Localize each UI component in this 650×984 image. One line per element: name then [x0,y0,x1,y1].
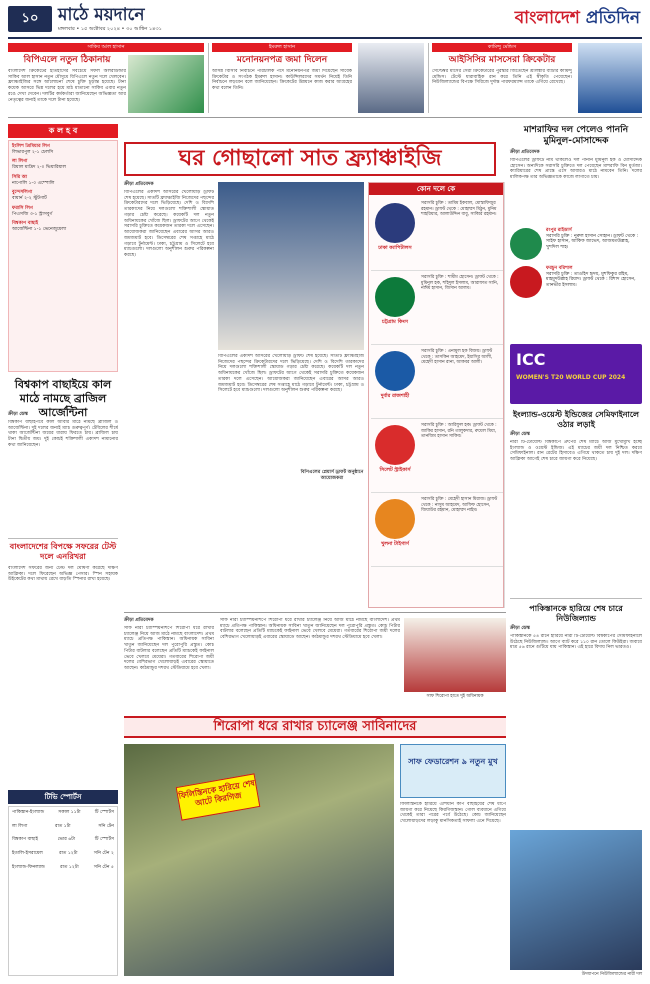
story-byline: ক্রীড়া ডেস্ক [510,432,530,437]
feature-headline: ঘর গোছালো সাত ফ্র্যাঞ্চাইজি [124,142,496,176]
match-photo [124,744,394,976]
top-story-2 [212,43,424,113]
story-title: আইসিসির মাসসেরা ক্রিকেটার [448,55,556,65]
program-name: বিশ্বকাপ বাছাই [12,837,39,843]
top-story-1 [8,43,204,113]
logo-part-a: বাংলাদেশ [514,8,580,28]
team-name: সিলেট স্ট্রাইকার্স [379,467,411,473]
column-divider [428,43,429,113]
player-photo [578,43,642,113]
story-headline: বিশ্বকাপ বাছাইয়ে কাল মাঠে নামছে ব্রাজিল আর্জেন্টিনা [14,378,112,419]
story-byline: ক্রীড়া ডেস্ক [8,412,28,417]
team-logo [375,351,415,391]
feature-byline: ক্রীড়া প্রতিবেদক [124,182,154,187]
team-info: সরাসরি চুক্তি : তামিম ইকবাল, মোস্তাফিজুর রহমান। ড্রাফট থেকে : মোহাম্মদ মিঠুন, মুনিম শাহরিয়ার, আলাউদ্দিন বাবু, সাব্বির রহমান। [421,201,497,217]
panel-head: কোন দলে কে [369,183,503,195]
team-info: সরাসরি চুক্তি : মেহেদী হাসান মিরাজ। ড্রাফট থেকে : নাসুম আহমেদ, আফিফ হোসেন, জিয়াউর রহমান, মোহাম্মদ নাইম। [421,497,498,513]
team-info-wrap [546,228,642,260]
wc-logo-text: ICC [516,350,546,369]
story-body: বিশ্বকাপ বাছাইপর্বে কাল আবার মাঠে নামছে ব্রাজিল ও আর্জেন্টিনা। দুই দলের জন্যই ম্যাচ গুরুত্বপূর্ণ। টেবিলের শীর্ষে থাকা আর্জেন্টিনা জয়ের ধারায় ফিরতে চায়। ব্রাজিল চায় টানা দ্বিতীয় জয়। দুই কোচই শক্তিশালী একাদশ নামানোর কথা জানিয়েছেন। [8,420,118,448]
channel: সনি টেন [98,823,114,829]
program-name: ইংল্যান্ড-ফিনল্যান্ড [12,864,45,870]
rule [8,538,118,539]
item-label: বিশ্বকাপ বাছাই [12,221,39,227]
program-name: লা লিগা [12,823,28,829]
team-logo [510,228,542,260]
byline-tag: কামিন্দু মেন্ডিস [432,43,572,52]
sash-headline: ফিলিস্তিনকে হারিয়ে শেষ আটে কিরগিজ [176,773,261,820]
captains-photo [404,618,506,692]
list-item [12,206,114,217]
byline-tag: ইমরুল হাসান [212,43,352,52]
story-byline: ক্রীড়া প্রতিবেদক [510,150,540,155]
channel: সনি টেন ২ [93,851,114,857]
section-title: মাঠে ময়দানে [58,5,145,25]
draft-event-photo [218,182,364,350]
program-name: ইতালি-ইসরায়েল [12,851,43,857]
team-info: সরাসরি চুক্তি : আরিফুল হক। ড্রাফট থেকে : জাকির হাসান, রনি তালুকদার, রুয়েল মিয়া, তানজিম হাসান সাকিব। [421,423,497,439]
teams-panel [368,182,504,608]
masthead-logo [515,8,640,29]
rule [510,598,642,599]
rule [504,182,505,608]
team-info: সরাসরি চুক্তি : এনামুল হক বিজয়। ড্রাফট থেকে : তাসকিন আহমেদ, ইয়াসির আলী, মেহেদী হাসান রানা, আকবর আলী। [421,349,493,365]
story-body-cont: সাফ নারী চ্যাম্পিয়নশিপে শিরোপা ধরে রাখার চ্যালেঞ্জ নিয়ে আজ মাঠে নামছে বাংলাদেশ। প্রথম ম্যাচে প্রতিপক্ষ পাকিস্তান। অধিনায়ক সাবিনা খাতুন জানিয়েছেন দল পুরোপুরি প্রস্তুত। কোচ পিটার বাটলার বলেছেন প্রতিটি ম্যাচকেই ফাইনাল ভেবে খেলবে মেয়েরা। গতবারের শিরোপা জয়ী দলের বেশিরভাগ খেলোয়াড়ই এবারের স্কোয়াডে আছেন। কাঠমান্ডুর দশরথ স্টেডিয়ামে হবে খেলা। [220,618,400,641]
tv-sports-head: টিভি স্পোর্টস [8,790,118,804]
item-label: সিরি আ [12,174,28,180]
story-body: নারী টি-টোয়েন্টি বিশ্বকাপে গ্রুপের শেষ ম্যাচে আজ মুখোমুখি হচ্ছে ইংল্যান্ড ও ওয়েস্ট ইন্ডিজ। এই ম্যাচের জয়ী দল নিশ্চিত করবে সেমিফাইনাল। রান রেটের হিসাবেও এগিয়ে থাকতে চায় দুই দল। দক্ষিণ আফ্রিকা আগেই শেষ চারে জায়গা করে নিয়েছে। [510,440,642,463]
team-name: ঢাকা ক্যাপিটালস [378,245,412,251]
list-item [12,190,114,201]
program-name: পাকিস্তান-ইংল্যান্ড [12,810,45,815]
item-text: লিভারপুল ২-১ চেলসি [12,149,54,155]
table-row [12,824,114,830]
table-row [12,810,114,816]
story-headline: ইংল্যান্ড-ওয়েস্ট ইন্ডিজের সেমিফাইনালে ওঠার লড়াই [512,410,640,429]
team-logo [375,425,415,465]
item-label: ফরাসি লিগ [12,205,33,211]
portrait-photo [358,43,424,113]
team-card [371,345,503,419]
item-text: নাপোলি ১-০ এম্পোলি [12,180,55,186]
team-name: ফরচুন বরিশাল [546,266,573,271]
inset-headline: সাফ ফেডারেশন ৯ নতুন মুখ [400,744,506,798]
team-name: রংপুর রাইডার্স [546,228,572,233]
item-label: ইংলিশ প্রিমিয়ার লিগ [12,144,50,149]
top-story-3 [432,43,642,113]
story-body: আসন্ন বিসিবি নির্বাচনে পরিচালক পদে মনোনয়নপত্র জমা দিয়েছেন সাবেক ক্রিকেটার ও সংগঠক ইমরুল হাসান। কাউন্সিলরদের সমর্থন নিয়েই তিনি নির্বাচনে লড়বেন বলে জানিয়েছেন। ক্রিকেটের উন্নয়নে কাজ করার আগ্রহের কথা বলেন তিনি। [212,69,352,92]
photo-caption: উদযাপনে নিউজিল্যান্ডের নারী দল [581,972,642,977]
table-row [12,865,114,871]
program-time: সকাল ১১টা [58,810,81,815]
header-rule [8,37,642,39]
story-byline: ক্রীড়া প্রতিবেদক [124,618,154,623]
teams-continued [510,228,642,338]
story-body: বিপিএলের ড্রাফটে নাম থাকলেও দল পাননি মুমিনুল হক ও মোসাদ্দেক হোসেন। অন্যদিকে সরাসরি চুক্তিতে দল পেয়েছেন মাশরাফি বিন মুর্তজা। ক্যারিয়ারের শেষ প্রান্তে এসে আবারও মাঠে নামবেন তিনি। দলের মালিকপক্ষ তার অভিজ্ঞতাকে কাজে লাগাতে চায়। [510,158,642,181]
team-logo [510,266,542,298]
bottom-headline: শিরোপা ধরে রাখার চ্যালেঞ্জ সাবিনাদের [124,716,506,738]
team-card [510,228,642,260]
team-card [371,271,503,345]
program-time: রাত ১টা [55,823,71,829]
team-logo [375,277,415,317]
results-box [8,140,118,372]
story-body: বাংলাদেশ ক্রিকেটের ইতিহাসের সবচেয়ে সফল অলরাউন্ডার সাকিব আল হাসান নতুন মৌসুমে বিপিএলে নতুন দলে খেলবেন। ফ্র্যাঞ্চাইজির সঙ্গে আলোচনা শেষে চুক্তি চূড়ান্ত হয়েছে। টানা কয়েক আসরে ভিন্ন দলের হয়ে মাঠ মাতানো সাকিব এবার নতুন রঙে দেখা দেবেন। দলটির কর্মকর্তারা জানিয়েছেন অভিজ্ঞতা আর নেতৃত্বের জন্যই তাকে দলে টানা হয়েছে। [8,69,126,103]
date-line: মঙ্গলবার • ১৫ অক্টোবর ২০২৪ • ৩০ আশ্বিন ১৪৩১ [58,26,162,32]
item-text: বায়ার্ন ২-২ স্টুটগার্ট [12,196,47,202]
story-title: বিপিএলে নতুন ঠিকানায় [23,55,111,65]
channel: টি স্পোর্টস [94,837,114,843]
team-info-wrap [546,266,642,298]
column-divider [208,43,209,113]
player-photo [128,55,204,113]
channel: সনি টেন ৫ [93,864,114,870]
wc-logo-box [510,344,642,404]
page-number: ১০ [8,6,52,32]
program-time: রাত ১২টা [59,851,78,857]
team-card [510,266,642,298]
story-body: সেপ্টেম্বর মাসের সেরা ক্রিকেটারের পুরস্কার জিতেছেন শ্রীলঙ্কার ব্যাটার কামিন্দু মেন্ডিস। টেস্টে ধারাবাহিক রান করে তিনি এই স্বীকৃতি পেয়েছেন। নিউজিল্যান্ডের বিপক্ষে সিরিজে দুর্দান্ত পারফরম্যান্স তাকে এগিয়ে রেখেছে। [432,69,572,86]
photo-caption: সাফ শিরোপা হাতে দুই অধিনায়ক [426,694,484,699]
photo-caption: বিপিএলের প্লেয়ার্স ড্রাফট অনুষ্ঠানে আয়োজকরা [300,470,364,481]
team-logo [375,499,415,539]
section-rule [8,117,642,118]
table-row [12,837,114,843]
program-time: রাত ১২টা [60,864,79,870]
team-info: সরাসরি চুক্তি : তাওহিদ হৃদয়, মুশফিকুর রহিম, মাহমুদউল্লাহ রিয়াদ। ড্রাফট থেকে : রিশাদ হোসেন, তানভীর ইসলাম। [546,271,636,289]
team-card [371,197,503,271]
story-headline: বাংলাদেশের বিপক্ষে সফরের টেস্ট দলে এনরিখরা [9,542,117,561]
team-info: সরাসরি চুক্তি : শামীম হোসেন। ড্রাফট থেকে : মুমিনুল হক, শহিদুল ইসলাম, আরাফাত সানি, নাঈম হাসান, জিসান আলম। [421,275,499,291]
list-item [12,159,114,170]
team-logo [375,203,415,243]
story-title: মনোনয়নপত্র জমা দিলেন [236,55,328,65]
item-text: পিএসজি ৩-১ স্ট্রাসবুর্গ [12,211,53,217]
wc-logo-sub: WOMEN'S T20 WORLD CUP 2024 [516,374,626,381]
story-headline: মাশরাফির দল পেলেও পাননি মুমিনুল-মোসাদ্দেক [523,125,629,147]
story-body: সাফ নারী চ্যাম্পিয়নশিপে শিরোপা ধরে রাখার চ্যালেঞ্জ নিয়ে আজ মাঠে নামছে বাংলাদেশ। প্রথম ম্যাচে প্রতিপক্ষ পাকিস্তান। অধিনায়ক সাবিনা খাতুন জানিয়েছেন দল পুরোপুরি প্রস্তুত। কোচ পিটার বাটলার বলেছেন প্রতিটি ম্যাচকেই ফাইনাল ভেবে খেলবে মেয়েরা। গতবারের শিরোপা জয়ী দলের বেশিরভাগ খেলোয়াড়ই এবারের স্কোয়াডে আছেন। কাঠমান্ডুর দশরথ স্টেডিয়ামে হবে খেলা। [124,626,214,672]
tv-schedule [8,806,118,976]
team-card [371,419,503,493]
team-name: খুলনা টাইগার্স [381,541,409,547]
rule [124,612,506,613]
item-label: বুন্দেসলিগা [12,190,33,196]
team-info: সরাসরি চুক্তি : নুরুল হাসান সোহান। ড্রাফট থেকে : সাইফ হাসান, আকিফ জাভেদ, আজমতউল্লাহ, খুশদিল শাহ। [546,233,639,251]
logo-part-b: প্রতিদিন [585,8,640,28]
item-text: রিয়াল মাদ্রিদ ২-০ ভিয়ারিয়াল [12,165,67,171]
story-body: পাকিস্তানকে ৫৪ রানে হারিয়ে নারী টি-টোয়েন্টি বিশ্বকাপের সেমিফাইনালে উঠেছে নিউজিল্যান্ড। আগে ব্যাট করে ১১০ রান তোলে কিউইরা। জবাবে মাত্র ৫৬ রানে গুটিয়ে যায় পাকিস্তান। এই হারে বিদায় নিল ভারতও। [510,634,642,651]
list-item [12,221,114,232]
feature-body: বিপিএলের একাদশ আসরের খেলোয়াড় ড্রাফট শেষ হয়েছে। সাতটি ফ্র্যাঞ্চাইজি নিজেদের পছন্দের ক্রিকেটারদের দলে ভিড়িয়েছে। দেশি ও বিদেশি তারকাদের নিয়ে দলগুলো শক্তিশালী স্কোয়াড গড়ার চেষ্টা করেছে। কয়েকটি দল নতুন অধিনায়কের খোঁজে ছিল। ড্রাফটের আগে থেকেই সরাসরি চুক্তিতে কয়েকজন তারকা দলে এসেছেন। আয়োজকরা জানিয়েছেন এবারের আসর আরও জমজমাট হবে। ডিসেম্বরের শেষ সপ্তাহে মাঠে গড়াবে টুর্নামেন্ট। ঢাকা, চট্টগ্রাম ও সিলেটে হবে ম্যাচগুলো। দলগুলো অনুশীলন শুরুর পরিকল্পনা করছে। [124,190,214,259]
byline-tag: সাকিব আল হাসান [8,43,204,52]
channel: টি স্পোর্টস [94,810,114,815]
story-byline: ক্রীড়া ডেস্ক [510,626,530,631]
team-name: চট্টগ্রাম কিংস [382,319,408,325]
story-body: ফিলিস্তিনকে হারিয়ে এশিয়ান কাপ বাছাইয়ের শেষ ধাপে জায়গা করে নিয়েছে কিরগিজস্তান। গোল ব্যবধানে এগিয়ে থেকেই তারা পরের পর্বে উঠেছে। কোচ জানিয়েছেন খেলোয়াড়দের লড়াকু মানসিকতাই সাফল্য এনে দিয়েছে। [400,802,506,825]
team-name: দুর্বার রাজশাহী [380,393,410,399]
item-text: আর্জেন্টিনা ১-১ ভেনেজুয়েলা [12,227,67,233]
team-card [371,493,503,567]
wc-photo [510,830,642,970]
story-body: বাংলাদেশ সফরের জন্য টেস্ট দল ঘোষণা করেছে দক্ষিণ আফ্রিকা। দলে ফিরেছেন অভিজ্ঞ পেসার। স্পিন সহায়ক উইকেটের কথা মাথায় রেখে বাড়তি স্পিনার রাখা হয়েছে। [8,566,118,583]
brand-box-head: ক ল হ ব [8,124,118,138]
story-headline: পাকিস্তানকে হারিয়ে শেষ চারে নিউজিল্যান্ড [529,604,623,623]
program-time: ভোর ৬টা [57,837,76,843]
table-row [12,851,114,857]
item-label: লা লিগা [12,159,28,165]
feature-body-cont: বিপিএলের একাদশ আসরের খেলোয়াড় ড্রাফট শেষ হয়েছে। সাতটি ফ্র্যাঞ্চাইজি নিজেদের পছন্দের ক্রিকেটারদের দলে ভিড়িয়েছে। দেশি ও বিদেশি তারকাদের নিয়ে দলগুলো শক্তিশালী স্কোয়াড গড়ার চেষ্টা করেছে। কয়েকটি দল নতুন অধিনায়কের খোঁজে ছিল। ড্রাফটের আগে থেকেই সরাসরি চুক্তিতে কয়েকজন তারকা দলে এসেছেন। আয়োজকরা জানিয়েছেন এবারের আসর আরও জমজমাট হবে। ডিসেম্বরের শেষ সপ্তাহে মাঠে গড়াবে টুর্নামেন্ট। ঢাকা, চট্টগ্রাম ও সিলেটে হবে ম্যাচগুলো। দলগুলো অনুশীলন শুরুর পরিকল্পনা করছে। [218,354,364,394]
list-item [12,144,114,155]
list-item [12,175,114,186]
